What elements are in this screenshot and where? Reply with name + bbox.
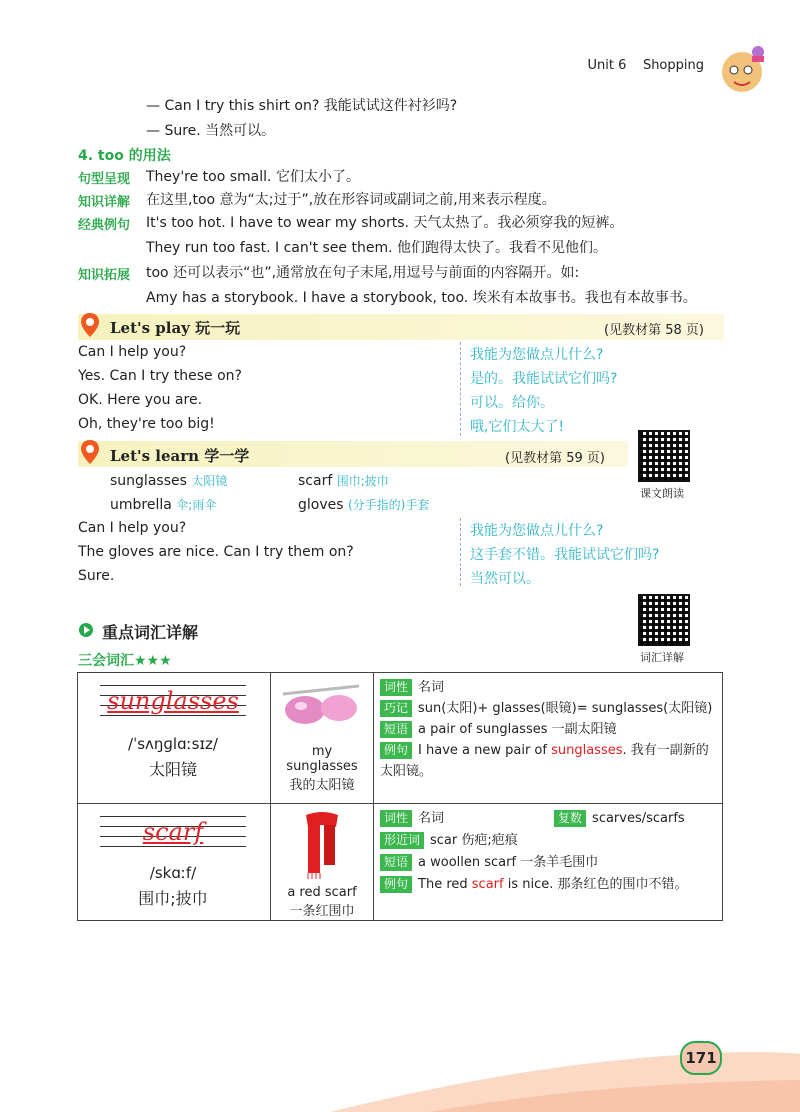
dialogue-line-1: — Can I try this shirt on? 我能试试这件衬衫吗? (146, 98, 458, 114)
label-explain: 知识详解 (78, 195, 131, 210)
lets-play-ref: (见教材第 58 页) (604, 323, 704, 338)
page-number: 171 (680, 1041, 722, 1075)
vocab-detail-cell (374, 804, 723, 921)
vocab-row-scarf (78, 804, 723, 921)
handwritten-word: scarf (142, 818, 204, 846)
learn-en-2: The gloves are nice. Can I try them on? (78, 544, 354, 560)
location-pin-icon (80, 439, 100, 465)
example-text-1: It's too hot. I have to wear my shorts. 天气太热了。我必须穿我的短裤。 (146, 215, 624, 231)
pattern-text: They're too small. 它们太小了。 (146, 169, 360, 185)
example-text-2: They run too fast. I can't see them. 他们跑得太快了。我看不见他们。 (146, 240, 607, 256)
play-cn-2: 是的。我能试试它们吗? (470, 371, 618, 387)
vocab-detail-cell (374, 673, 723, 804)
learn-cn-1: 我能为您做点儿什么? (470, 523, 604, 539)
section-too-title: 4. too 的用法 (78, 148, 171, 164)
learn-en-1: Can I help you? (78, 520, 187, 536)
image-caption-1: a red scarf (287, 885, 357, 900)
word-en: gloves (298, 497, 344, 513)
tag-plural: 复数 (554, 810, 586, 827)
play-circle-icon (78, 622, 94, 638)
example-post: is nice. 那条红色的围巾不错。 (503, 877, 688, 892)
extend-text-1: too 还可以表示“也”,通常放在句子末尾,用逗号与前面的内容隔开。如: (146, 265, 580, 281)
tag-pos: 词性 (380, 679, 412, 696)
memo: sun(太阳)+ glasses(眼镜)= sunglasses(太阳镜) (418, 701, 713, 716)
handwritten-word: sunglasses (107, 687, 239, 715)
image-caption-1: my (311, 744, 333, 759)
play-cn-3: 可以。给你。 (470, 395, 554, 411)
play-cn-1: 我能为您做点儿什么? (470, 347, 604, 363)
learn-divider (460, 518, 461, 586)
vocab-section-title: 重点词汇详解 (102, 623, 199, 642)
tag-similar: 形近词 (380, 832, 424, 849)
lets-learn-ref: (见教材第 59 页) (505, 451, 605, 466)
play-divider (460, 342, 461, 436)
vocab-word-cell (78, 804, 271, 921)
phonetic: /ˈsʌŋɡlɑːsɪz/ (128, 735, 218, 753)
word-cn: 伞;雨伞 (176, 498, 217, 512)
meaning: 太阳镜 (148, 760, 197, 779)
word-sunglasses (110, 472, 227, 489)
learn-cn-3: 当然可以。 (470, 571, 540, 587)
running-header (588, 58, 704, 73)
phrase: a pair of sunglasses 一副太阳镜 (418, 722, 617, 737)
plural: scarves/scarfs (592, 811, 685, 826)
qr-caption-reading: 课文朗读 (640, 487, 684, 500)
word-en: sunglasses (110, 473, 187, 489)
word-en: umbrella (110, 497, 172, 513)
learn-cn-2: 这手套不错。我能试试它们吗? (470, 547, 660, 563)
label-extend: 知识拓展 (78, 268, 131, 283)
tag-phrase: 短语 (380, 721, 412, 738)
word-cn: 太阳镜 (191, 474, 228, 488)
dialogue-line-2: — Sure. 当然可以。 (146, 123, 276, 139)
topic-label: Shopping (642, 58, 704, 73)
qr-code-vocab[interactable] (638, 594, 690, 646)
learn-en-3: Sure. (78, 568, 115, 584)
tag-example: 例句 (380, 742, 412, 759)
vocab-image-cell (271, 673, 374, 804)
mascot-icon (712, 42, 772, 96)
play-en-3: OK. Here you are. (78, 392, 203, 408)
sunglasses-icon (279, 680, 365, 740)
word-gloves (298, 496, 429, 513)
tag-pos: 词性 (380, 810, 412, 827)
phrase: a woollen scarf 一条羊毛围巾 (418, 855, 599, 870)
pos: 名词 (418, 680, 445, 695)
vocab-row-sunglasses (78, 673, 723, 804)
unit-label: Unit 6 (587, 58, 627, 73)
play-en-4: Oh, they're too big! (78, 416, 215, 432)
lets-learn-title: Let's learn 学一学 (110, 447, 250, 465)
lets-play-title: Let's play 玩一玩 (110, 319, 241, 337)
tag-memo: 巧记 (380, 700, 412, 717)
example-pre: I have a new pair of (418, 743, 552, 758)
pos: 名词 (418, 811, 445, 826)
extend-text-2: Amy has a storybook. I have a storybook, too. 埃米有本故事书。我也有本故事书。 (146, 290, 697, 306)
word-en: scarf (298, 473, 333, 489)
tag-phrase: 短语 (380, 854, 412, 871)
image-caption-3: 我的太阳镜 (289, 778, 355, 793)
example-pre: The red (418, 877, 472, 892)
image-caption-2: sunglasses (286, 759, 358, 774)
scarf-icon (292, 809, 352, 881)
play-cn-4: 哦,它们太大了! (470, 419, 565, 435)
word-umbrella (110, 496, 216, 513)
explain-text: 在这里,too 意为“太;过于”,放在形容词或副词之前,用来表示程度。 (146, 192, 556, 208)
example-post: . 我有一副新的太阳镜。 (380, 743, 709, 779)
play-en-2: Yes. Can I try these on? (78, 368, 242, 384)
vocab-table (77, 672, 723, 921)
phonetic: /skɑːf/ (149, 864, 197, 882)
word-cn: (分手指的)手套 (348, 498, 430, 512)
play-en-1: Can I help you? (78, 344, 187, 360)
similar: scar 伤疤;疤痕 (430, 833, 518, 848)
word-cn: 围巾;披巾 (336, 474, 389, 488)
qr-caption-vocab: 词汇详解 (640, 651, 684, 664)
label-pattern: 句型呈现 (78, 172, 131, 187)
qr-code-reading[interactable] (638, 430, 690, 482)
image-caption-2: 一条红围巾 (289, 904, 355, 919)
example-highlight: sunglasses (551, 743, 623, 758)
meaning: 围巾;披巾 (138, 889, 208, 908)
word-scarf (298, 472, 389, 489)
label-example: 经典例句 (78, 218, 131, 233)
vocab-image-cell (271, 804, 374, 921)
footer-wave (0, 1030, 800, 1112)
location-pin-icon (80, 312, 100, 338)
vocab-section-subtitle: 三会词汇★★★ (78, 653, 172, 669)
vocab-word-cell (78, 673, 271, 804)
tag-example: 例句 (380, 876, 412, 893)
example-highlight: scarf (471, 877, 504, 892)
